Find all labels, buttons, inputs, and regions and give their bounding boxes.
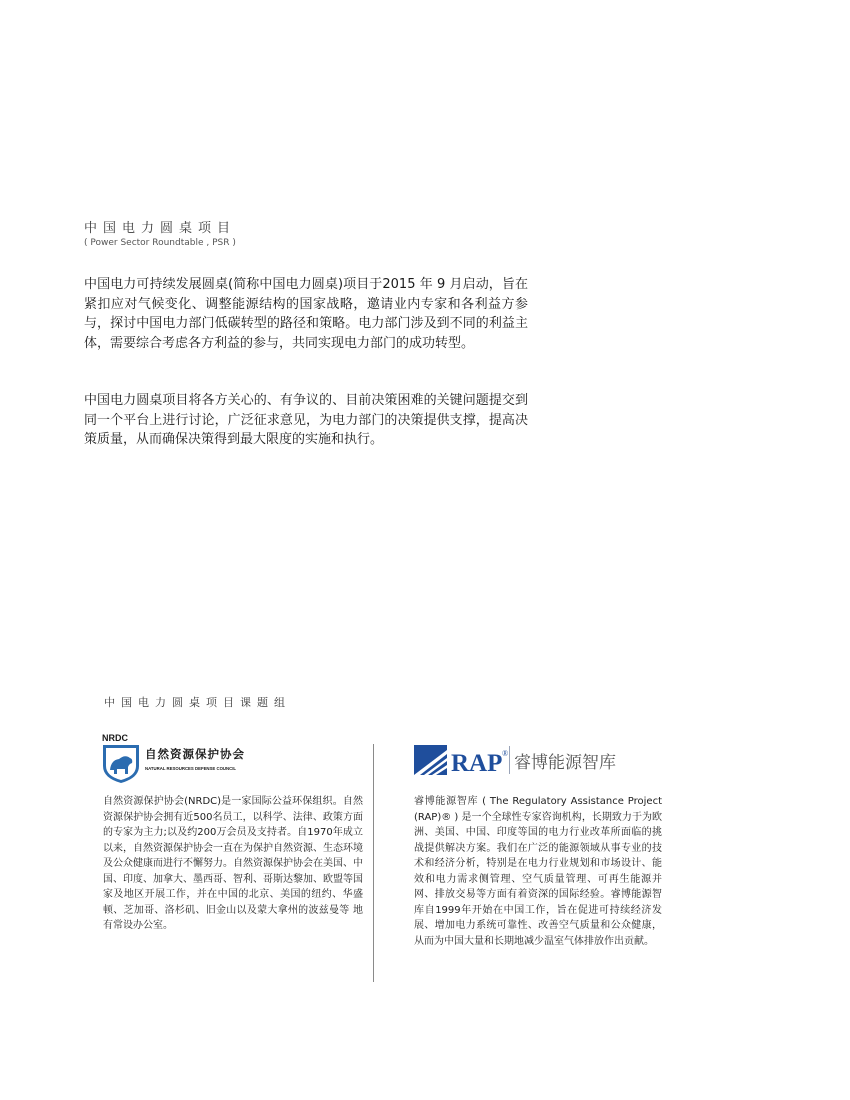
nrdc-logo — [101, 732, 271, 784]
page-subtitle: ( Power Sector Roundtable , PSR ) — [84, 238, 236, 248]
rap-emblem-icon — [414, 745, 447, 775]
nrdc-logo-abbr: NRDC — [102, 733, 128, 743]
rap-logo-cn: 睿博能源智库 — [514, 753, 616, 773]
intro-paragraph: 中国电力可持续发展圆桌(简称中国电力圆桌)项目于2015 年 9 月启动，旨在紧扣应对气候变化、调整能源结构的国家战略，邀请业内专家和各利益方参与，探讨中国电力部门低碳转型的路径和策略。电力部门涉及到不同的利益主体，需要综合考虑各方利益的参与，共同实现电力部门的成功转型。 — [84, 277, 528, 351]
nrdc-logo-cn: 自然资源保护协会 — [145, 747, 245, 761]
group-title: 中国电力圆桌项目课题组 — [104, 696, 291, 709]
page-title: 中国电力圆桌项目 — [84, 221, 237, 236]
rap-description: 睿博能源智库 ( The Regulatory Assistance Project (RAP)® ) 是一个全球性专家咨询机构，长期致力于为欧洲、美国、中国、印度等国的电力行业改革所面临的挑战提供解决方案。我们在广泛的能源领域从事专业的技术和经济分析，特别是在电力行业规划和市场设计、能效和电力需求侧管理、空气质量管理、可再生能源并网、排放交易等方面有着资深的国际经验。睿博能源智库自1999年开始在中国工作，旨在促进可持续经济发展、增加电力系统可靠性、改善空气质量和公众健康，从而为中国大量和长期地减少温室气体排放作出贡献。 — [414, 796, 662, 947]
purpose-paragraph: 中国电力圆桌项目将各方关心的、有争议的、目前决策困难的关键问题提交到同一个平台上进行讨论，广泛征求意见，为电力部门的决策提供支撑，提高决策质量，从而确保决策得到最大限度的实施和执行。 — [84, 393, 528, 447]
bear-shield-icon — [103, 745, 139, 783]
rap-logo-registered: ® — [502, 749, 509, 758]
nrdc-description: 自然资源保护协会(NRDC)是一家国际公益环保组织。自然资源保护协会拥有近500名员工，以科学、法律、政策方面的专家为主力;以及约200万会员及支持者。自1970年成立以来，自然资源保护协会一直在为保护自然资源、生态环境及公众健康而进行不懈努力。自然资源保护协会在美国、中国、印度、加拿大、墨西哥、智利、哥斯达黎加、欧盟等国家及地区开展工作，并在中国的北京、美国的纽约、华盛顿、芝加哥、洛杉矶、旧金山以及蒙大拿州的波兹曼等 地有常设办公室。 — [103, 796, 363, 931]
rap-logo-abbr: RAP — [451, 750, 503, 777]
nrdc-logo-en: NATURAL RESOURCES DEFENSE COUNCIL — [145, 766, 237, 771]
column-divider — [373, 744, 374, 982]
rap-logo — [414, 742, 634, 778]
